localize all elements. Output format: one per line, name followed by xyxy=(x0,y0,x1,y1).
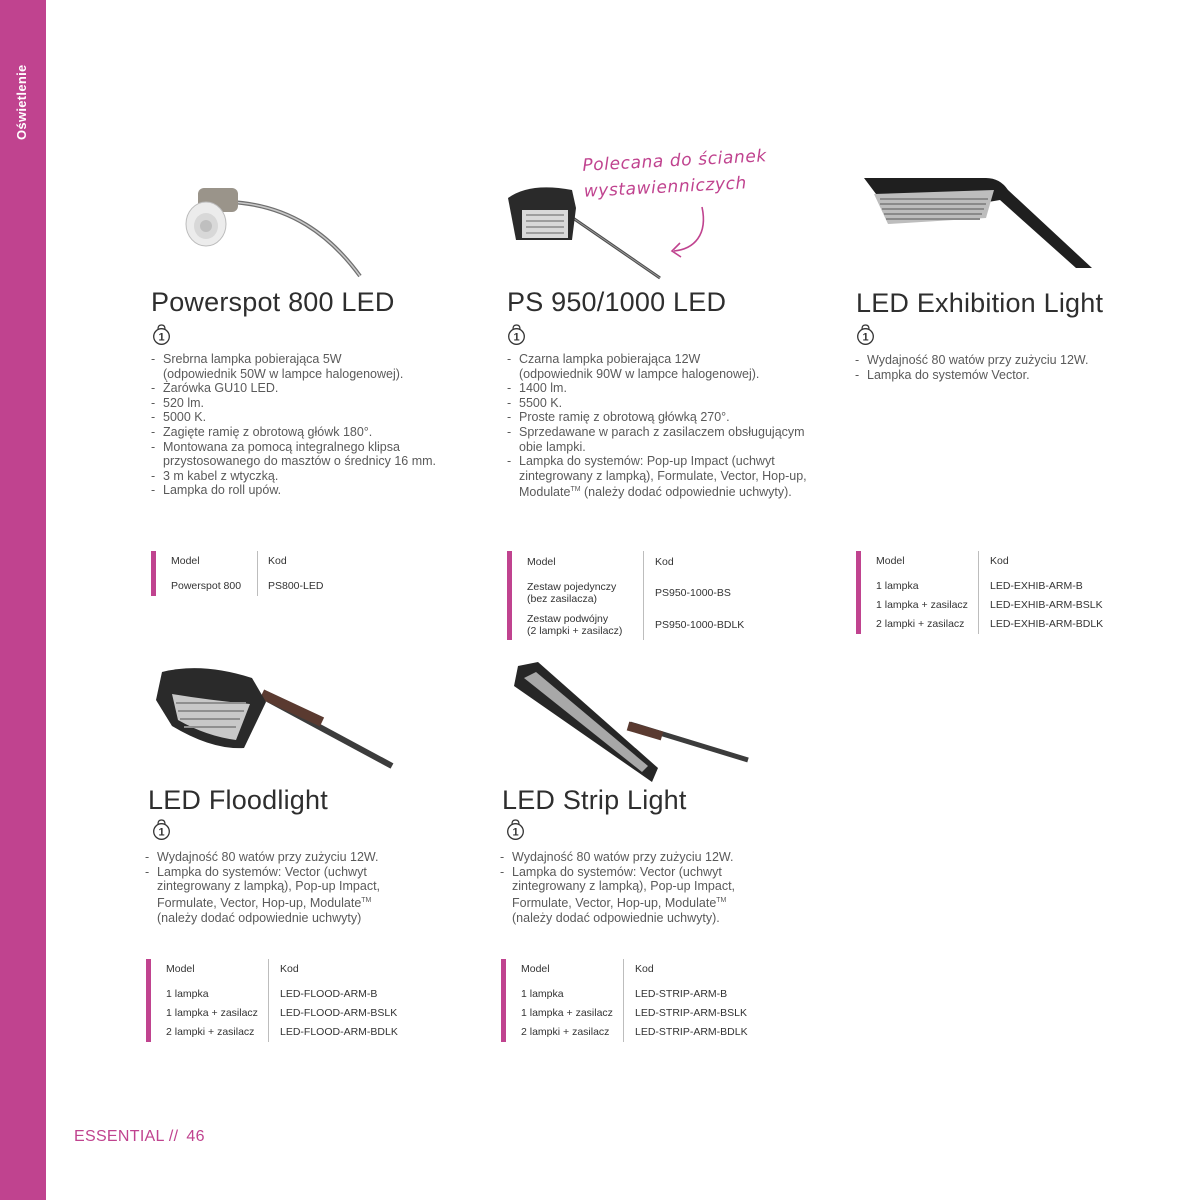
table-accent-bar xyxy=(856,551,861,634)
spec-item: - Sprzedawane w parach z zasilaczem obsługującym xyxy=(507,425,837,440)
table-cell-code: PS950-1000-BDLK xyxy=(655,619,745,631)
badge-number: 1 xyxy=(158,826,165,839)
spec-item: - 5000 K. xyxy=(151,410,481,425)
spec-text: Formulate, Vector, Hop-up, Modulate xyxy=(512,895,717,910)
table-cell-model: (bez zasilacza) xyxy=(527,593,598,605)
table-header-code: Kod xyxy=(268,555,287,567)
table-divider xyxy=(643,551,644,640)
table-cell-code: LED-STRIP-ARM-BDLK xyxy=(635,1026,748,1038)
sidebar-band xyxy=(0,0,46,1200)
table-cell-code: LED-FLOOD-ARM-B xyxy=(280,988,378,1000)
table-cell-model: (2 lampki + zasilacz) xyxy=(527,625,623,637)
spec-item: - Lampka do systemów: Vector (uchwyt xyxy=(145,865,445,880)
quantity-badge-icon xyxy=(856,324,875,345)
table-cell-model: 1 lampka xyxy=(876,580,919,592)
badge-number: 1 xyxy=(512,826,519,839)
badge-number: 1 xyxy=(158,331,165,344)
product-title: LED Floodlight xyxy=(148,785,328,815)
spec-list xyxy=(507,352,837,500)
quantity-badge-icon xyxy=(507,324,526,345)
table-cell-model: Powerspot 800 xyxy=(171,580,242,592)
note-line-2: wystawienniczych xyxy=(583,173,748,202)
spec-item-continuation: zintegrowany z lampką), Pop-up Impact, xyxy=(512,879,736,894)
table-header-model: Model xyxy=(527,556,556,568)
spec-item-continuation: (należy dodać odpowiednie uchwyty) xyxy=(157,910,362,925)
table-accent-bar xyxy=(146,959,151,1042)
spec-item-continuation: zintegrowany z lampką), Formulate, Vector, Hop-up, xyxy=(519,468,807,483)
spec-item: - Wydajność 80 watów przy zużyciu 12W. xyxy=(500,850,800,865)
spec-item: - Lampka do systemów: Vector (uchwyt xyxy=(500,865,800,880)
table-header-model: Model xyxy=(521,963,550,975)
footer-brand: ESSENTIAL // xyxy=(74,1128,179,1145)
spec-item-continuation: obie lampki. xyxy=(519,439,586,454)
table-cell-model: 2 lampki + zasilacz xyxy=(166,1026,255,1038)
spec-text: (należy dodać odpowiednie uchwyty). xyxy=(580,485,792,500)
spec-item-continuation: (odpowiednik 90W w lampce halogenowej). xyxy=(519,366,760,381)
spec-list xyxy=(500,850,800,925)
table-cell-model: 1 lampka + zasilacz xyxy=(521,1007,613,1019)
spec-item: - 3 m kabel z wtyczką. xyxy=(151,469,481,484)
table-cell-code: LED-STRIP-ARM-BSLK xyxy=(635,1007,748,1019)
spec-item: - 5500 K. xyxy=(507,396,837,411)
trademark-sup: TM xyxy=(361,896,372,904)
table-header-code: Kod xyxy=(635,963,654,975)
product-code-table xyxy=(151,551,351,596)
spec-item: - Proste ramię z obrotową główką 270°. xyxy=(507,410,837,425)
product-title: PS 950/1000 LED xyxy=(507,287,727,317)
spec-item: - Zagięte ramię z obrotową główk 180°. xyxy=(151,425,481,440)
spec-item: - Czarna lampka pobierająca 12W xyxy=(507,352,837,367)
quantity-badge-icon xyxy=(152,819,171,840)
table-header-code: Kod xyxy=(280,963,299,975)
spec-item: - Lampka do roll upów. xyxy=(151,483,481,498)
note-line-1: Polecana do ścianek xyxy=(581,146,768,176)
spec-list xyxy=(151,352,481,498)
product-title: Powerspot 800 LED xyxy=(151,287,395,317)
table-cell-code: LED-STRIP-ARM-B xyxy=(635,988,728,1000)
table-cell-code: LED-EXHIB-ARM-BDLK xyxy=(990,618,1104,630)
table-accent-bar xyxy=(507,551,512,640)
spec-item: - 520 lm. xyxy=(151,396,481,411)
table-cell-model: Zestaw podwójny xyxy=(527,613,609,625)
table-cell-code: LED-EXHIB-ARM-BSLK xyxy=(990,599,1103,611)
table-cell-model: 2 lampki + zasilacz xyxy=(521,1026,610,1038)
quantity-badge-icon xyxy=(152,324,171,345)
table-divider xyxy=(268,959,269,1042)
led-exhibition-light-image xyxy=(858,172,1098,272)
table-header-code: Kod xyxy=(655,556,674,568)
spec-list xyxy=(855,353,1155,382)
table-cell-model: 1 lampka + zasilacz xyxy=(876,599,968,611)
table-header-model: Model xyxy=(171,555,200,567)
table-divider xyxy=(978,551,979,634)
spec-item: - 1400 lm. xyxy=(507,381,837,396)
spec-item-continuation xyxy=(500,894,800,911)
spec-list xyxy=(145,850,445,925)
product-title: LED Strip Light xyxy=(502,785,687,815)
product-title: LED Exhibition Light xyxy=(856,288,1104,318)
led-strip-light-image xyxy=(510,660,750,785)
spec-item-continuation: przystosowanego do masztów o średnicy 16 mm. xyxy=(163,454,437,469)
led-floodlight-image xyxy=(152,660,397,772)
spec-item: - Wydajność 80 watów przy zużyciu 12W. xyxy=(145,850,445,865)
table-divider xyxy=(623,959,624,1042)
spec-item: - Srebrna lampka pobierająca 5W xyxy=(151,352,481,367)
table-accent-bar xyxy=(501,959,506,1042)
product-code-table xyxy=(507,551,767,640)
trademark-sup: TM xyxy=(716,896,727,904)
page-number: 46 xyxy=(186,1128,205,1145)
quantity-badge-icon xyxy=(506,819,525,840)
spec-item: - Żarówka GU10 LED. xyxy=(151,381,481,396)
table-cell-model: 2 lampki + zasilacz xyxy=(876,618,965,630)
spec-item: - Lampka do systemów: Pop-up Impact (uchwyt xyxy=(507,454,837,469)
powerspot-800-image xyxy=(180,180,370,280)
table-cell-code: LED-FLOOD-ARM-BDLK xyxy=(280,1026,398,1038)
table-header-model: Model xyxy=(876,555,905,567)
spec-item-continuation xyxy=(145,894,445,911)
table-cell-code: LED-EXHIB-ARM-B xyxy=(990,580,1083,592)
table-cell-code: PS950-1000-BS xyxy=(655,587,731,599)
spec-text: Modulate xyxy=(519,485,571,500)
badge-number: 1 xyxy=(862,331,869,344)
product-code-table xyxy=(501,959,751,1042)
spec-text: Formulate, Vector, Hop-up, Modulate xyxy=(157,895,362,910)
sidebar-label: Oświetlenie xyxy=(14,64,29,140)
spec-item: - Montowana za pomocą integralnego klipsa xyxy=(151,440,481,455)
curved-arrow-icon xyxy=(664,205,714,265)
spec-item-continuation xyxy=(507,483,837,500)
badge-number: 1 xyxy=(513,331,520,344)
table-cell-model: 1 lampka xyxy=(521,988,564,1000)
table-accent-bar xyxy=(151,551,156,596)
table-cell-code: PS800-LED xyxy=(268,580,324,592)
spec-item-continuation: (odpowiednik 50W w lampce halogenowej). xyxy=(163,366,404,381)
table-header-code: Kod xyxy=(990,555,1009,567)
spec-item: - Wydajność 80 watów przy zużyciu 12W. xyxy=(855,353,1155,368)
spec-item: - Lampka do systemów Vector. xyxy=(855,368,1155,383)
page-footer xyxy=(74,1128,205,1146)
product-code-table xyxy=(856,551,1106,634)
product-code-table xyxy=(146,959,396,1042)
spec-item-continuation: (należy dodać odpowiednie uchwyty). xyxy=(512,910,720,925)
table-cell-model: 1 lampka xyxy=(166,988,209,1000)
table-cell-model: 1 lampka + zasilacz xyxy=(166,1007,258,1019)
trademark-sup: TM xyxy=(570,486,581,494)
table-divider xyxy=(257,551,258,596)
spec-item-continuation: zintegrowany z lampką), Pop-up Impact, xyxy=(157,879,381,894)
table-header-model: Model xyxy=(166,963,195,975)
table-cell-model: Zestaw pojedynczy xyxy=(527,581,617,593)
recommendation-note xyxy=(582,143,769,205)
table-cell-code: LED-FLOOD-ARM-BSLK xyxy=(280,1007,398,1019)
